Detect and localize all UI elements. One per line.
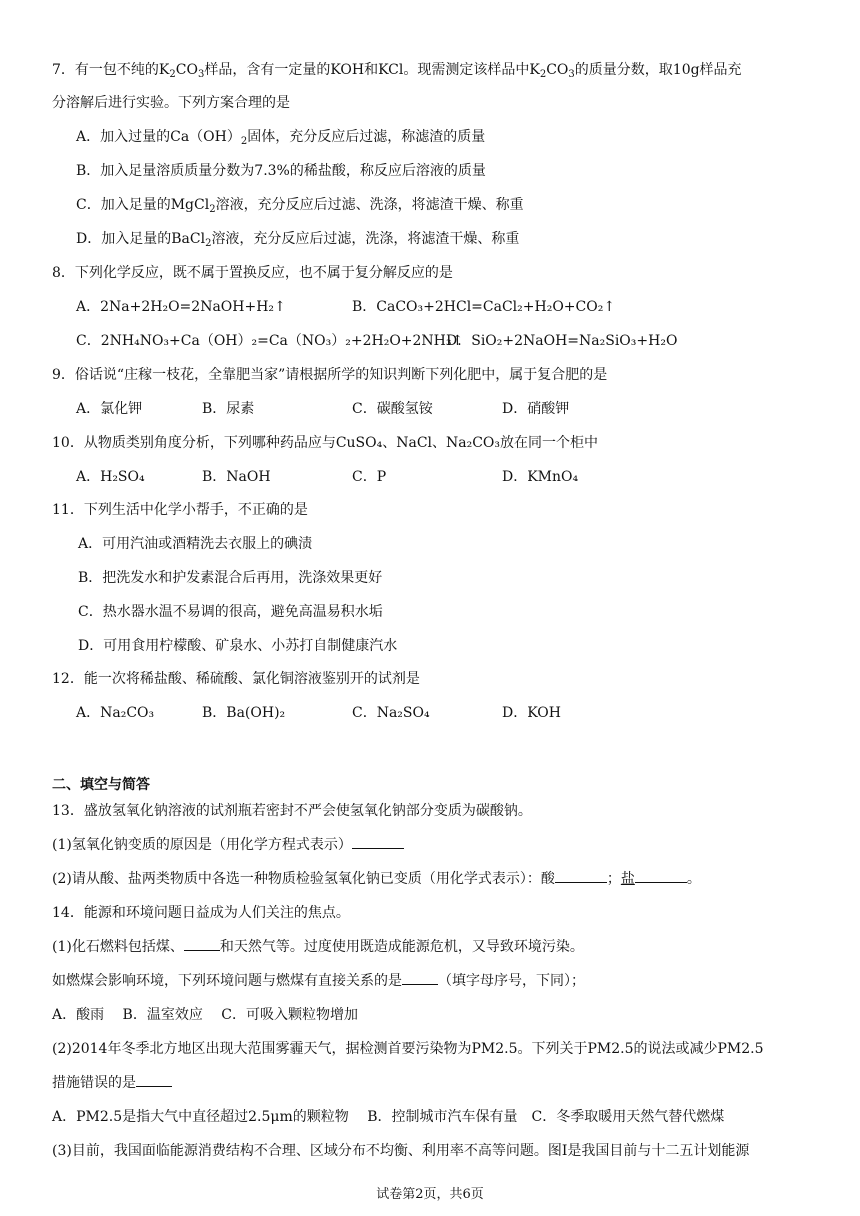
q12-option-a: A．Na₂CO₃	[76, 705, 155, 721]
q9-option-b: B．尿素	[202, 401, 255, 417]
answer-blank[interactable]	[352, 836, 404, 849]
q12-option-b: B．Ba(OH)₂	[202, 705, 286, 721]
answer-blank[interactable]	[136, 1074, 172, 1087]
q9-option-a: A．氯化钾	[76, 401, 143, 417]
q14-part2-options: A．PM2.5是指大气中直径超过2.5μm的颗粒物 B．控制城市汽车保有量 C．冬季取暖用天然气替代燃煤	[52, 1109, 725, 1125]
q10-option-b: B．NaOH	[202, 469, 271, 485]
q11-option-d: D．可用食用柠檬酸、矿泉水、小苏打自制健康汽水	[78, 638, 398, 654]
q14-part1-b: 如燃煤会影响环境，下列环境问题与燃煤有直接关系的是 （填字母序号，下同）；	[52, 973, 585, 989]
q10-stem: 10．从物质类别角度分析，下列哪种药品应与CuSO₄、NaCl、Na₂CO₃放在同一个柜中	[52, 435, 599, 451]
q11-option-b: B．把洗发水和护发素混合后再用，洗涤效果更好	[78, 570, 383, 586]
q10-option-a: A．H₂SO₄	[76, 469, 145, 485]
q9-stem: 9．俗话说“庄稼一枝花，全靠肥当家”请根据所学的知识判断下列化肥中，属于复合肥的是	[52, 367, 608, 383]
q7-stem-line1: 7．有一包不纯的$K_2CO_3$样品，含有一定量的KOH和KCl。现需测定该样品中$K_2CO_3$的质量分数，取10g样品充	[52, 62, 742, 80]
q14-part2-line1: (2)2014年冬季北方地区出现大范围雾霾天气，据检测首要污染物为PM2.5。下列关于PM2.5的说法或减少PM2.5	[52, 1041, 764, 1057]
q14-part2-line2: 措施错误的是	[52, 1074, 172, 1092]
q10-option-c: C．P	[352, 469, 387, 485]
q7-option-c: C．加入足量的MgCl$_2$溶液，充分反应后过滤、洗涤，将滤渣干燥、称重	[76, 197, 524, 215]
q11-option-c: C．热水器水温不易调的很高，避免高温易积水垢	[78, 604, 383, 620]
section-heading: 二、填空与简答	[52, 777, 150, 793]
q8-stem: 8．下列化学反应，既不属于置换反应，也不属于复分解反应的是	[52, 265, 453, 281]
q9-option-c: C．碳酸氢铵	[352, 401, 433, 417]
q7-option-a: A．加入过量的$Ca(OH)_2$固体，充分反应后过滤，称滤渣的质量	[76, 129, 486, 147]
answer-blank-salt[interactable]	[635, 870, 687, 883]
answer-blank[interactable]	[402, 972, 438, 985]
q8-option-a: A．2Na+2H₂O=2NaOH+H₂↑	[76, 299, 286, 315]
q14-part3: (3)目前，我国面临能源消费结构不合理、区域分布不均衡、利用率不高等问题。图Ⅰ是我国目前与十二五计划能源	[52, 1143, 750, 1159]
q14-stem: 14．能源和环境问题日益成为人们关注的焦点。	[52, 905, 350, 921]
q8-option-d: D．SiO₂+2NaOH=Na₂SiO₃+H₂O	[446, 333, 678, 349]
answer-blank-acid[interactable]	[555, 870, 607, 883]
q7-option-d: D．加入足量的BaCl$_2$溶液，充分反应后过滤，洗涤，将滤渣干燥、称重	[76, 231, 520, 249]
q13-stem: 13．盛放氢氧化钠溶液的试剂瓶若密封不严会使氢氧化钠部分变质为碳酸钠。	[52, 803, 532, 819]
q13-part2: (2)请从酸、盐两类物质中各选一种物质检验氢氧化钠已变质（用化学式表示）：酸 ；盐 。	[52, 871, 701, 887]
page-footer: 试卷第2页，共6页	[376, 1187, 484, 1202]
q9-option-d: D．硝酸钾	[502, 401, 570, 417]
q10-option-d: D．KMnO₄	[502, 469, 579, 485]
q7-option-b: B．加入足量溶质质量分数为7.3%的稀盐酸，称反应后溶液的质量	[76, 163, 486, 179]
q8-option-c: C．2NH₄NO₃+Ca（OH）₂=Ca（NO₃）₂+2H₂O+2NH₃↑	[76, 333, 464, 349]
answer-blank[interactable]	[184, 938, 220, 951]
q14-part1-options: A．酸雨 B．温室效应 C．可吸入颗粒物增加	[52, 1007, 359, 1023]
q8-option-b: B．CaCO₃+2HCl=CaCl₂+H₂O+CO₂↑	[352, 299, 616, 315]
q12-option-d: D．KOH	[502, 705, 561, 721]
q13-part1: (1)氢氧化钠变质的原因是（用化学方程式表示）	[52, 836, 404, 854]
q12-option-c: C．Na₂SO₄	[352, 705, 430, 721]
q12-stem: 12．能一次将稀盐酸、稀硫酸、氯化铜溶液鉴别开的试剂是	[52, 671, 420, 687]
q11-option-a: A．可用汽油或酒精洗去衣服上的碘渍	[78, 536, 313, 552]
q14-part1: (1)化石燃料包括煤、 和天然气等。过度使用既造成能源危机，又导致环境污染。	[52, 939, 584, 955]
q7-stem-line2: 分溶解后进行实验。下列方案合理的是	[52, 95, 290, 111]
q11-stem: 11．下列生活中化学小帮手，不正确的是	[52, 502, 308, 518]
